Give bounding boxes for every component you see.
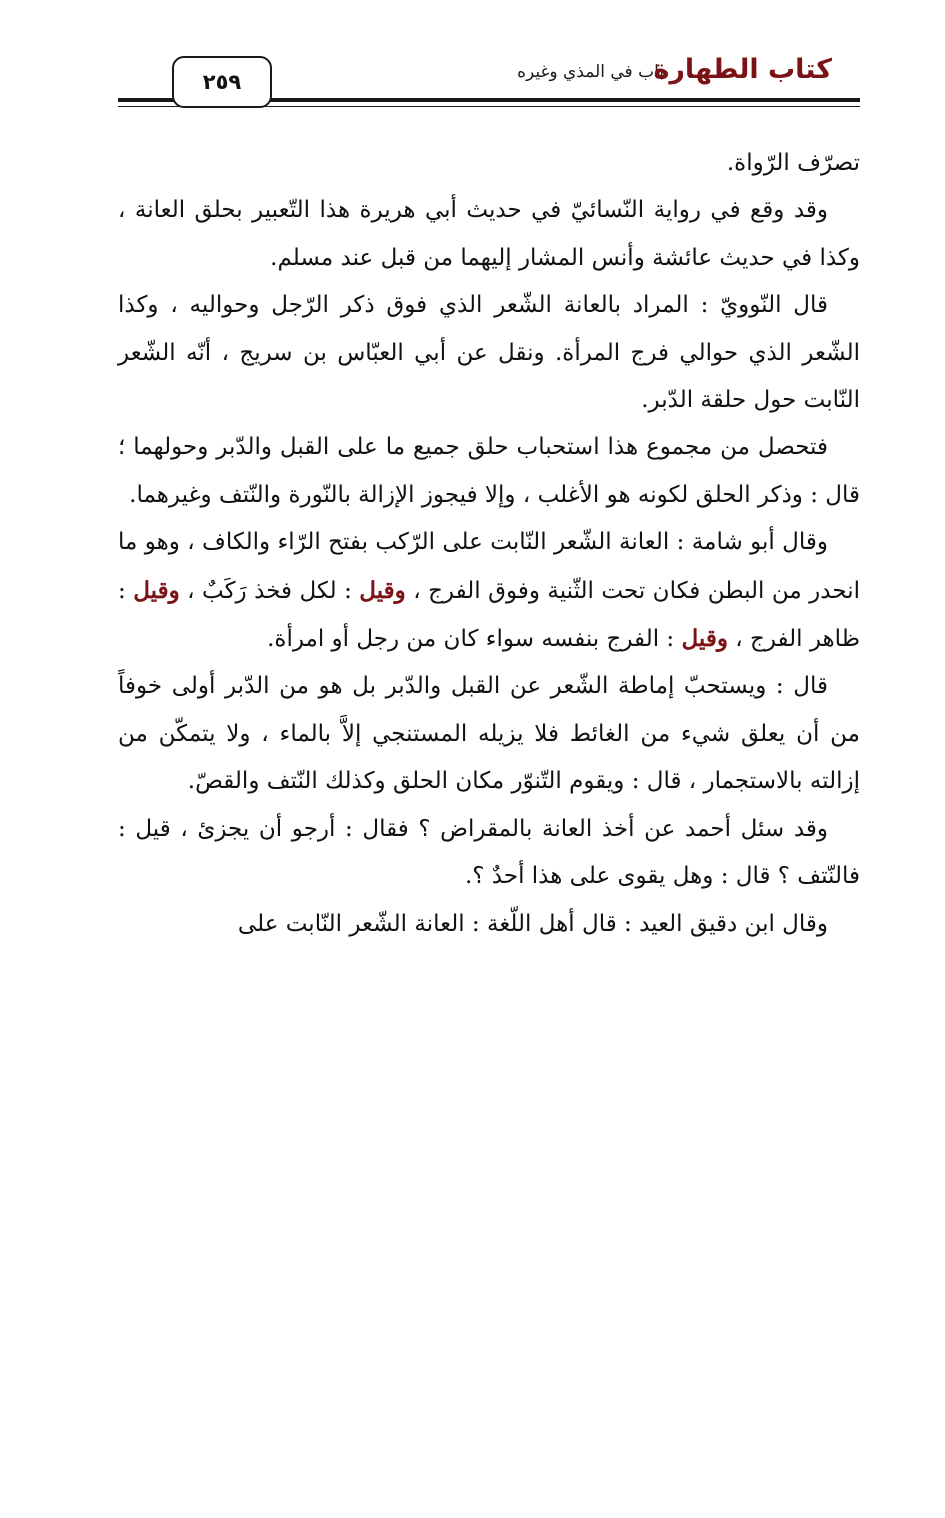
paragraph-3: قال النّوويّ : المراد بالعانة الشّعر الذي فوق ذكر الرّجل وحواليه ، وكذا الشّعر الذي حوالي فرج المرأة. ونقل عن أبي العبّاس بن سريج ، أنّه الشّعر النّابت حول حلقة الدّبر. (118, 292, 860, 414)
qila-keyword-2: وقيل (133, 576, 180, 604)
page-number-frame (172, 56, 272, 108)
chapter-title: باب في المذي وغيره (517, 62, 664, 82)
paragraph-7: وقد سئل أحمد عن أخذ العانة بالمقراض ؟ فقال : أرجو أن يجزئ ، قيل : فالنّتف ؟ قال : وهل يقوى على هذا أحدٌ ؟. (118, 815, 860, 890)
page-header (118, 48, 860, 112)
paragraph-5-part-4: : الفرج بنفسه سواء كان من رجل أو امرأة. (267, 626, 682, 653)
page-number: ٢٥٩ (202, 70, 242, 94)
page-body (118, 140, 860, 948)
paragraph-6: قال : ويستحبّ إماطة الشّعر عن القبل والدّبر بل هو من الدّبر أولى خوفاً من أن يعلق شيء من الغائط فلا يزيله المستنجي إلاَّ بالماء ، ولا يتمكّن من إزالته بالاستجمار ، قال : ويقوم التّنوّر مكان الحلق وكذلك النّتف والقصّ. (118, 673, 860, 795)
paragraph-4: فتحصل من مجموع هذا استحباب حلق جميع ما على القبل والدّبر وحولهما ؛ قال : وذكر الحلق لكونه هو الأغلب ، وإلا فيجوز الإزالة بالنّورة والنّتف وغيرهما. (118, 434, 860, 508)
paragraph-5-part-1: وقال أبو شامة : العانة الشّعر النّابت على الرّكب بفتح الرّاء والكاف ، وهو ما انحدر من البطن فكان تحت الثّنية وفوق الفرج ، (118, 529, 861, 604)
qila-keyword-1: وقيل (359, 576, 406, 604)
paragraph-5-part-3: : ظاهر الفرج ، (118, 577, 860, 653)
paragraph-2: وقد وقع في رواية النّسائيّ في حديث أبي هريرة هذا التّعبير بحلق العانة ، وكذا في حديث عائشة وأنس المشار إليهما من قبل عند مسلم. (118, 197, 860, 271)
paragraph-1: تصرّف الرّواة. (726, 150, 860, 176)
book-title: كتاب الطهارة (653, 54, 832, 85)
qila-keyword-3: وقيل (681, 625, 728, 653)
paragraph-5 (118, 519, 860, 663)
paragraph-8: وقال ابن دقيق العيد : قال أهل اللّغة : العانة الشّعر النّابت على (237, 910, 828, 937)
paragraph-5-part-2: : لكل فخذ رَكَبٌ ، (179, 577, 360, 604)
